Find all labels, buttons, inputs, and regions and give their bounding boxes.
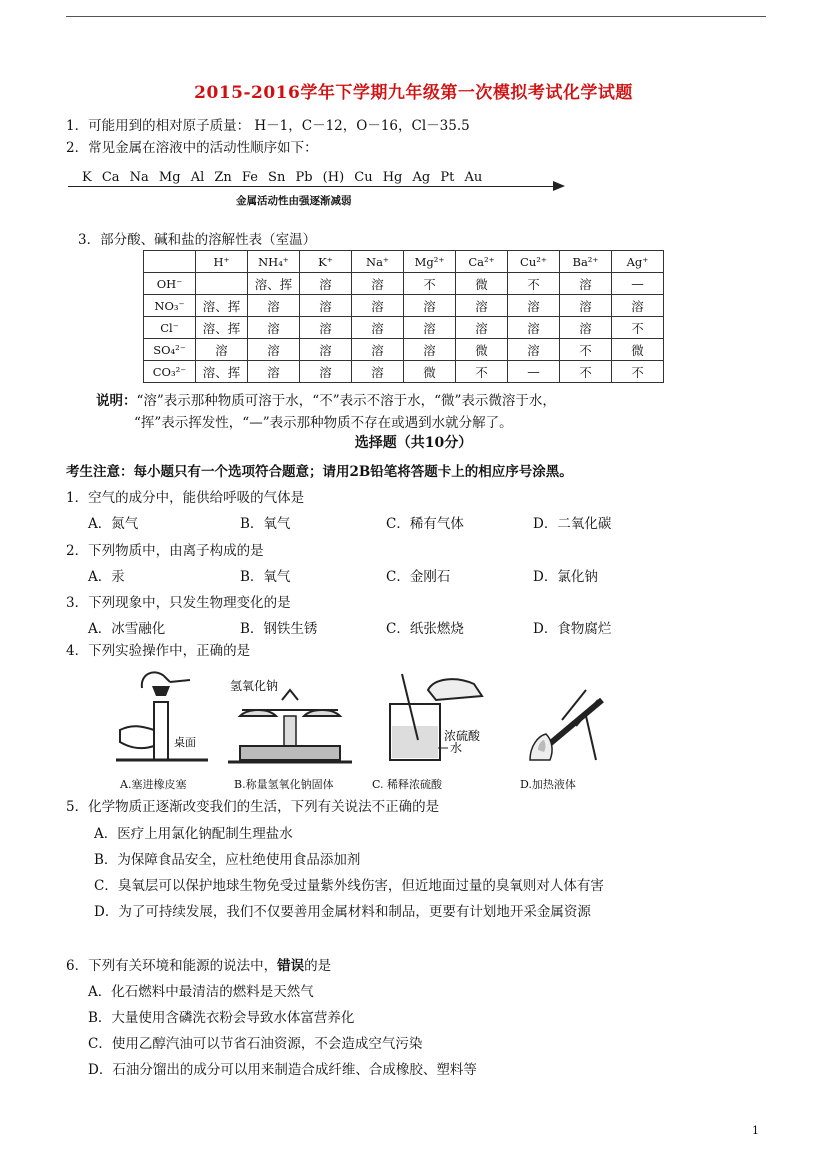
- question-2-option-b: B．氧气: [240, 569, 291, 585]
- metal-activity-series: K Ca Na Mg Al Zn Fe Sn Pb (H) Cu Hg Ag Pt Au: [82, 170, 483, 185]
- table-row-anion: NO₃⁻: [144, 295, 196, 317]
- figure-b-balance-icon: [220, 660, 360, 772]
- table-note-label: 说明：: [96, 393, 137, 409]
- table-cell: 溶: [196, 339, 248, 361]
- figure-b-label-naoh: 氢氧化钠: [230, 679, 279, 693]
- table-cell: 溶: [248, 317, 300, 339]
- intro-activity-series: 2．常见金属在溶液中的活动性顺序如下：: [66, 140, 318, 156]
- table-row-anion: CO₃²⁻: [144, 361, 196, 383]
- table-header-cell: Cu²⁺: [508, 251, 560, 273]
- figure-a-stopper-icon: [112, 660, 212, 772]
- figure-b-caption: B.称量氢氧化钠固体: [234, 778, 334, 791]
- header-rule: [66, 16, 766, 17]
- question-6-option-b: B．大量使用含磷洗衣粉会导致水体富营养化: [88, 1010, 355, 1026]
- figure-c-dilution-icon: [372, 660, 512, 772]
- table-row-anion: SO₄²⁻: [144, 339, 196, 361]
- page-title: 2015-2016学年下学期九年级第一次模拟考试化学试题: [194, 83, 633, 103]
- activity-arrow-line: [68, 186, 556, 187]
- table-cell: 微: [612, 339, 664, 361]
- question-2-stem: 2．下列物质中，由离子构成的是: [66, 543, 264, 559]
- question-1-option-d: D．二氧化碳: [533, 516, 612, 532]
- table-note-line2: “挥”表示挥发性，“—”表示那种物质不存在或遇到水就分解了。: [134, 415, 513, 431]
- figure-a-label-desk: 桌面: [174, 736, 196, 749]
- table-row: [144, 361, 664, 383]
- table-cell: 溶: [508, 295, 560, 317]
- table-header-cell: Na⁺: [352, 251, 404, 273]
- table-cell: 溶: [300, 339, 352, 361]
- question-6-option-d: D．石油分馏出的成分可以用来制造合成纤维、合成橡胶、塑料等: [88, 1062, 477, 1078]
- figure-c-label-acid: 浓硫酸: [444, 729, 481, 743]
- question-3-option-d: D．食物腐烂: [533, 621, 612, 637]
- table-cell: 微: [456, 339, 508, 361]
- table-cell: 溶、挥: [248, 273, 300, 295]
- table-row: [144, 339, 664, 361]
- table-note-text1: “溶”表示那种物质可溶于水，“不”表示不溶于水，“微”表示微溶于水，: [136, 393, 556, 409]
- table-header-cell: Ba²⁺: [560, 251, 612, 273]
- table-cell: —: [508, 361, 560, 383]
- figure-c-label-water: 水: [450, 741, 463, 755]
- question-1-option-b: B．氧气: [240, 516, 291, 532]
- table-cell: 溶: [560, 295, 612, 317]
- question-3-option-b: B．钢铁生锈: [240, 621, 318, 637]
- question-6-option-c: C．使用乙醇汽油可以节省石油资源，不会造成空气污染: [88, 1036, 423, 1052]
- table-cell: 溶: [612, 295, 664, 317]
- table-cell: 溶: [352, 273, 404, 295]
- table-cell: 不: [404, 273, 456, 295]
- question-1-option-a: A．氮气: [88, 516, 139, 532]
- table-cell: 微: [456, 273, 508, 295]
- question-6-stem-emphasis: 错误: [277, 958, 305, 974]
- table-cell: 溶: [560, 273, 612, 295]
- table-cell: 溶: [508, 339, 560, 361]
- intro-atomic-masses: 1．可能用到的相对原子质量： H－1，C－12，O－16，Cl－35.5: [66, 118, 470, 134]
- question-6-stem: [66, 954, 331, 974]
- table-header-cell: H⁺: [196, 251, 248, 273]
- table-row-anion: Cl⁻: [144, 317, 196, 339]
- table-row: [144, 295, 664, 317]
- table-header-cell: Mg²⁺: [404, 251, 456, 273]
- table-cell: 微: [404, 361, 456, 383]
- question-2-option-c: C．金刚石: [386, 569, 451, 585]
- figure-c-caption: C. 稀释浓硫酸: [372, 778, 443, 791]
- question-1-stem: 1．空气的成分中，能供给呼吸的气体是: [66, 490, 305, 506]
- question-6-stem-pre: 6．下列有关环境和能源的说法中，: [66, 958, 278, 974]
- table-cell: 溶: [404, 339, 456, 361]
- arrow-right-icon: [553, 181, 565, 191]
- table-cell: 不: [456, 361, 508, 383]
- table-row-anion: OH⁻: [144, 273, 196, 295]
- intro-solubility-title: 3．部分酸、碱和盐的溶解性表（室温）: [78, 232, 317, 248]
- table-cell: 溶: [300, 295, 352, 317]
- solubility-table: [143, 250, 664, 383]
- table-cell: 不: [612, 361, 664, 383]
- question-5-option-c: C．臭氧层可以保护地球生物免受过量紫外线伤害，但近地面过量的臭氧则对人体有害: [94, 878, 604, 894]
- table-cell: —: [612, 273, 664, 295]
- question-2-option-a: A．汞: [88, 569, 125, 585]
- table-header-cell: NH₄⁺: [248, 251, 300, 273]
- table-cell: 溶: [300, 273, 352, 295]
- table-cell: 溶: [404, 295, 456, 317]
- table-cell: 不: [612, 317, 664, 339]
- table-cell: 溶: [560, 317, 612, 339]
- table-cell: 溶、挥: [196, 295, 248, 317]
- table-cell: 不: [508, 273, 560, 295]
- table-cell: [196, 273, 248, 295]
- metal-activity-note: 金属活动性由强逐渐减弱: [236, 195, 352, 207]
- question-3-option-a: A．冰雪融化: [88, 621, 166, 637]
- table-cell: 溶、挥: [196, 361, 248, 383]
- figure-a-caption: A.塞进橡皮塞: [120, 778, 187, 791]
- question-4-stem: 4．下列实验操作中，正确的是: [66, 643, 251, 659]
- question-3-option-c: C．纸张燃烧: [386, 621, 464, 637]
- exam-instruction: 考生注意：每小题只有一个选项符合题意；请用2B铅笔将答题卡上的相应序号涂黑。: [66, 464, 573, 480]
- figure-d-heating-icon: [516, 660, 616, 772]
- question-2-option-d: D．氯化钠: [533, 569, 598, 585]
- question-5-option-d: D．为了可持续发展，我们不仅要善用金属材料和制品，更要有计划地开采金属资源: [94, 904, 591, 920]
- table-cell: 溶: [248, 361, 300, 383]
- table-cell: 溶: [248, 295, 300, 317]
- section-heading: 选择题（共10分）: [354, 435, 473, 451]
- table-cell: 溶: [300, 361, 352, 383]
- table-cell: 溶: [352, 295, 404, 317]
- figure-d-caption: D.加热液体: [520, 778, 576, 791]
- table-cell: 溶: [508, 317, 560, 339]
- page-number: 1: [752, 1124, 759, 1137]
- table-cell: 不: [560, 361, 612, 383]
- question-3-stem: 3．下列现象中，只发生物理变化的是: [66, 595, 291, 611]
- table-cell: 溶、挥: [196, 317, 248, 339]
- table-cell: 溶: [352, 361, 404, 383]
- table-note-line1: [96, 389, 556, 409]
- table-cell: 溶: [248, 339, 300, 361]
- table-header-row: [144, 251, 664, 273]
- question-6-stem-post: 的是: [304, 958, 332, 974]
- question-5-stem: 5．化学物质正逐渐改变我们的生活，下列有关说法不正确的是: [66, 799, 440, 815]
- table-cell: 溶: [456, 317, 508, 339]
- table-header-cell: K⁺: [300, 251, 352, 273]
- table-header-cell: Ca²⁺: [456, 251, 508, 273]
- table-cell: 溶: [352, 339, 404, 361]
- question-5-option-b: B．为保障食品安全，应杜绝使用食品添加剂: [94, 852, 361, 868]
- table-cell: 溶: [352, 317, 404, 339]
- question-1-option-c: C．稀有气体: [386, 516, 464, 532]
- table-cell: 溶: [456, 295, 508, 317]
- table-header-cell: Ag⁺: [612, 251, 664, 273]
- table-cell: 不: [560, 339, 612, 361]
- table-cell: 溶: [404, 317, 456, 339]
- question-5-option-a: A．医疗上用氯化钠配制生理盐水: [94, 826, 293, 842]
- table-row: [144, 317, 664, 339]
- question-6-option-a: A．化石燃料中最清洁的燃料是天然气: [88, 984, 314, 1000]
- table-header-cell: [144, 251, 196, 273]
- table-row: [144, 273, 664, 295]
- table-cell: 溶: [300, 317, 352, 339]
